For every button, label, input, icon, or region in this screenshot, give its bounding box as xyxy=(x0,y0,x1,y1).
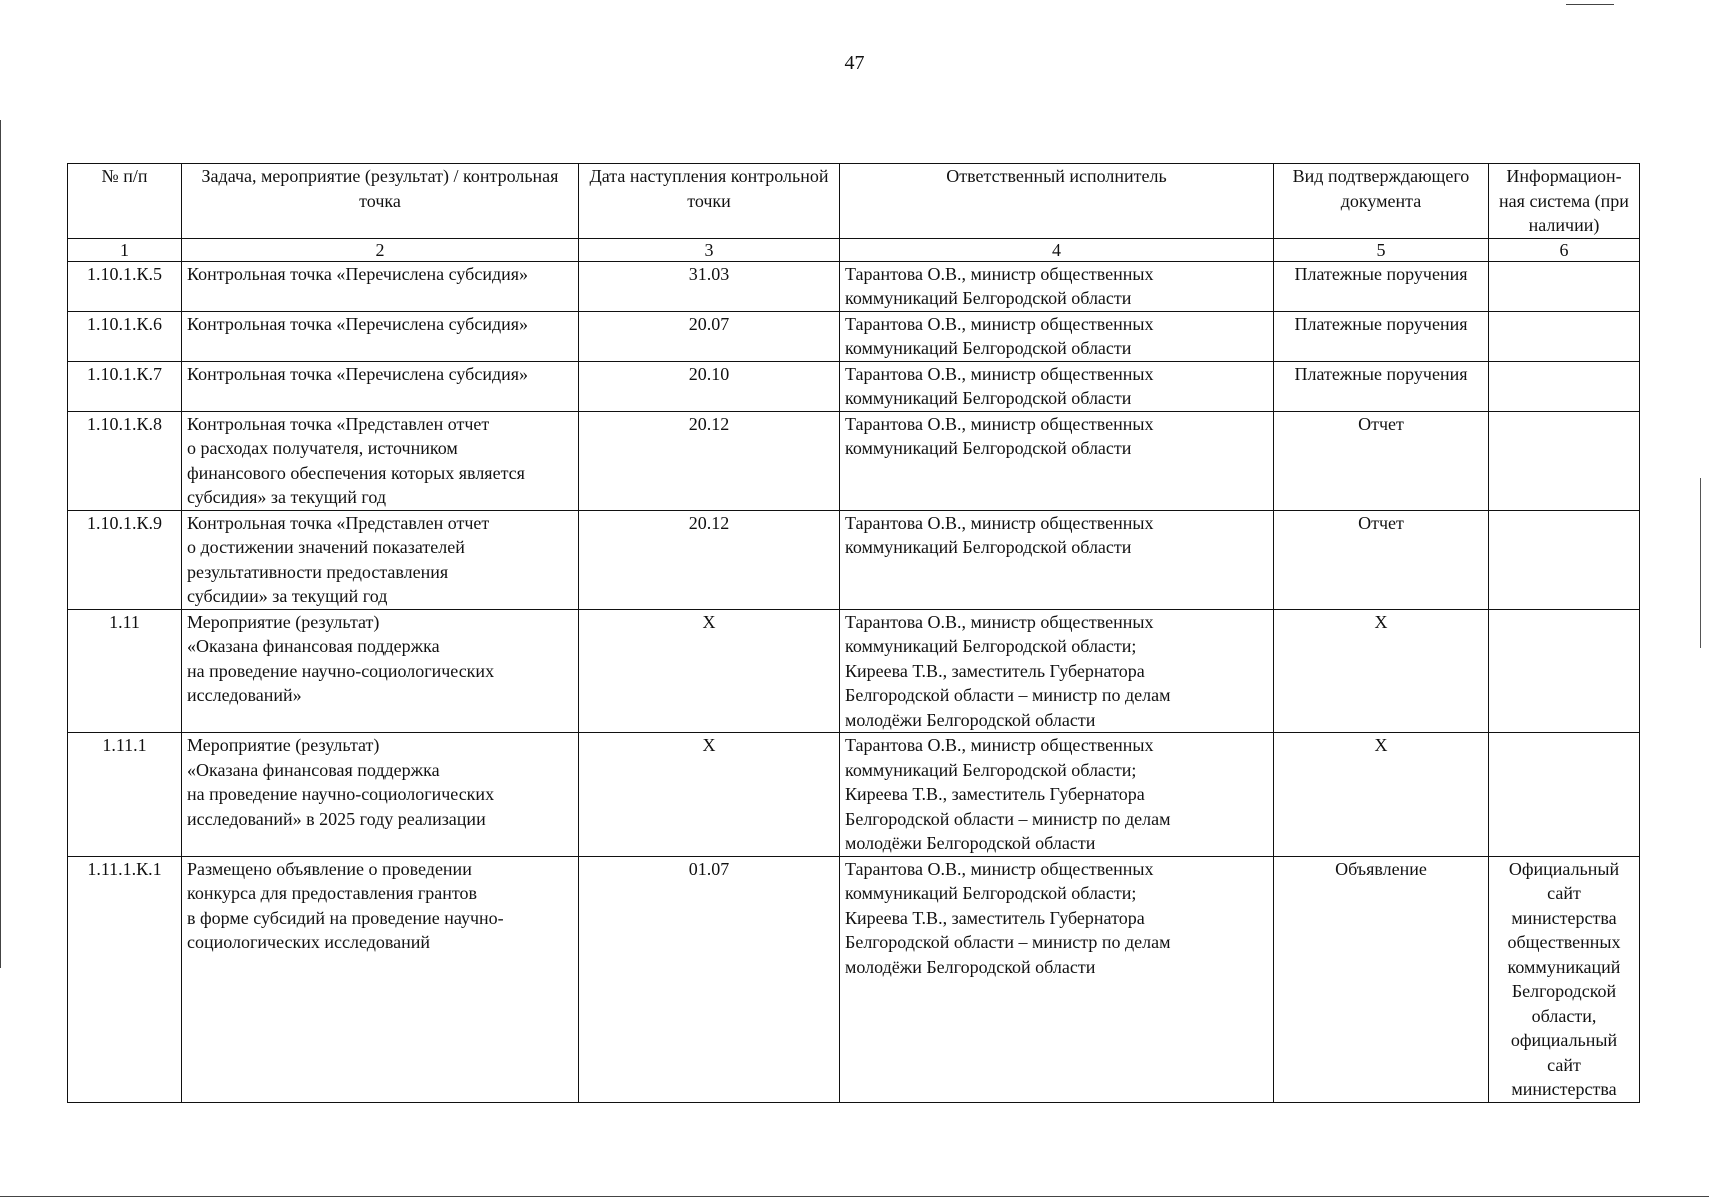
row-number: 1.10.1.К.8 xyxy=(68,411,182,510)
header-executor: Ответственный исполнитель xyxy=(840,164,1274,239)
row-system xyxy=(1489,361,1640,411)
table-header-row xyxy=(68,164,1640,239)
scan-edge-bottom xyxy=(0,1196,1709,1197)
column-number-row xyxy=(68,238,1640,261)
row-executor: Тарантова О.В., министр общественных коммуникаций Белгородской области xyxy=(840,311,1274,361)
row-number: 1.11.1 xyxy=(68,733,182,857)
header-system: Информацион- ная система (при наличии) xyxy=(1489,164,1640,239)
row-number: 1.10.1.К.7 xyxy=(68,361,182,411)
row-number: 1.11.1.К.1 xyxy=(68,856,182,1102)
table-row xyxy=(68,261,1640,311)
header-document: Вид подтверждающего документа xyxy=(1274,164,1489,239)
header-number: № п/п xyxy=(68,164,182,239)
row-document: Отчет xyxy=(1274,510,1489,609)
row-document: X xyxy=(1274,609,1489,733)
row-system: Официальный сайт министерства общественных коммуникаций Белгородской области, официальный сайт министерства xyxy=(1489,856,1640,1102)
column-number: 1 xyxy=(68,238,182,261)
row-task: Мероприятие (результат) «Оказана финансовая поддержка на проведение научно-социологических исследований» в 2025 году реализации xyxy=(182,733,579,857)
column-number: 2 xyxy=(182,238,579,261)
column-number: 6 xyxy=(1489,238,1640,261)
row-document: X xyxy=(1274,733,1489,857)
row-system xyxy=(1489,733,1640,857)
row-system xyxy=(1489,609,1640,733)
row-date: 20.10 xyxy=(579,361,840,411)
row-document: Платежные поручения xyxy=(1274,311,1489,361)
row-task: Контрольная точка «Представлен отчет о расходах получателя, источником финансового обеспечения которых является субсидия» за текущий год xyxy=(182,411,579,510)
row-system xyxy=(1489,411,1640,510)
row-system xyxy=(1489,510,1640,609)
row-task: Контрольная точка «Перечислена субсидия» xyxy=(182,311,579,361)
row-executor: Тарантова О.В., министр общественных коммуникаций Белгородской области xyxy=(840,361,1274,411)
row-document: Объявление xyxy=(1274,856,1489,1102)
row-number: 1.11 xyxy=(68,609,182,733)
column-number: 5 xyxy=(1274,238,1489,261)
row-document: Отчет xyxy=(1274,411,1489,510)
row-date: 01.07 xyxy=(579,856,840,1102)
row-date: X xyxy=(579,733,840,857)
row-task: Контрольная точка «Представлен отчет о достижении значений показателей результативности предоставления субсидии» за текущий год xyxy=(182,510,579,609)
top-edge-mark xyxy=(1566,4,1614,5)
row-executor: Тарантова О.В., министр общественных коммуникаций Белгородской области; Киреева Т.В., заместитель Губернатора Белгородской области – министр по делам молодёжи Белгородской области xyxy=(840,733,1274,857)
row-date: 20.12 xyxy=(579,510,840,609)
row-document: Платежные поручения xyxy=(1274,261,1489,311)
scan-edge-right xyxy=(1700,478,1701,648)
header-task: Задача, мероприятие (результат) / контрольная точка xyxy=(182,164,579,239)
row-number: 1.10.1.К.5 xyxy=(68,261,182,311)
page-number: 47 xyxy=(844,52,865,74)
column-number: 4 xyxy=(840,238,1274,261)
table-row xyxy=(68,311,1640,361)
table-row xyxy=(68,856,1640,1102)
column-number: 3 xyxy=(579,238,840,261)
table-row xyxy=(68,411,1640,510)
row-task: Размещено объявление о проведении конкурса для предоставления грантов в форме субсидий на проведение научно- социологических исследований xyxy=(182,856,579,1102)
table-row xyxy=(68,609,1640,733)
control-points-table xyxy=(67,163,1640,1103)
row-number: 1.10.1.К.9 xyxy=(68,510,182,609)
table-row xyxy=(68,361,1640,411)
row-task: Контрольная точка «Перечислена субсидия» xyxy=(182,361,579,411)
table-row xyxy=(68,733,1640,857)
row-date: 20.07 xyxy=(579,311,840,361)
row-executor: Тарантова О.В., министр общественных коммуникаций Белгородской области xyxy=(840,510,1274,609)
table-row xyxy=(68,510,1640,609)
row-executor: Тарантова О.В., министр общественных коммуникаций Белгородской области; Киреева Т.В., заместитель Губернатора Белгородской области – министр по делам молодёжи Белгородской области xyxy=(840,609,1274,733)
row-task: Мероприятие (результат) «Оказана финансовая поддержка на проведение научно-социологических исследований» xyxy=(182,609,579,733)
row-document: Платежные поручения xyxy=(1274,361,1489,411)
row-system xyxy=(1489,311,1640,361)
row-date: 31.03 xyxy=(579,261,840,311)
row-system xyxy=(1489,261,1640,311)
row-date: X xyxy=(579,609,840,733)
row-task: Контрольная точка «Перечислена субсидия» xyxy=(182,261,579,311)
row-date: 20.12 xyxy=(579,411,840,510)
row-executor: Тарантова О.В., министр общественных коммуникаций Белгородской области xyxy=(840,261,1274,311)
header-date: Дата наступления контрольной точки xyxy=(579,164,840,239)
scan-edge-left xyxy=(0,120,1,968)
row-number: 1.10.1.К.6 xyxy=(68,311,182,361)
row-executor: Тарантова О.В., министр общественных коммуникаций Белгородской области xyxy=(840,411,1274,510)
row-executor: Тарантова О.В., министр общественных коммуникаций Белгородской области; Киреева Т.В., заместитель Губернатора Белгородской области – министр по делам молодёжи Белгородской области xyxy=(840,856,1274,1102)
